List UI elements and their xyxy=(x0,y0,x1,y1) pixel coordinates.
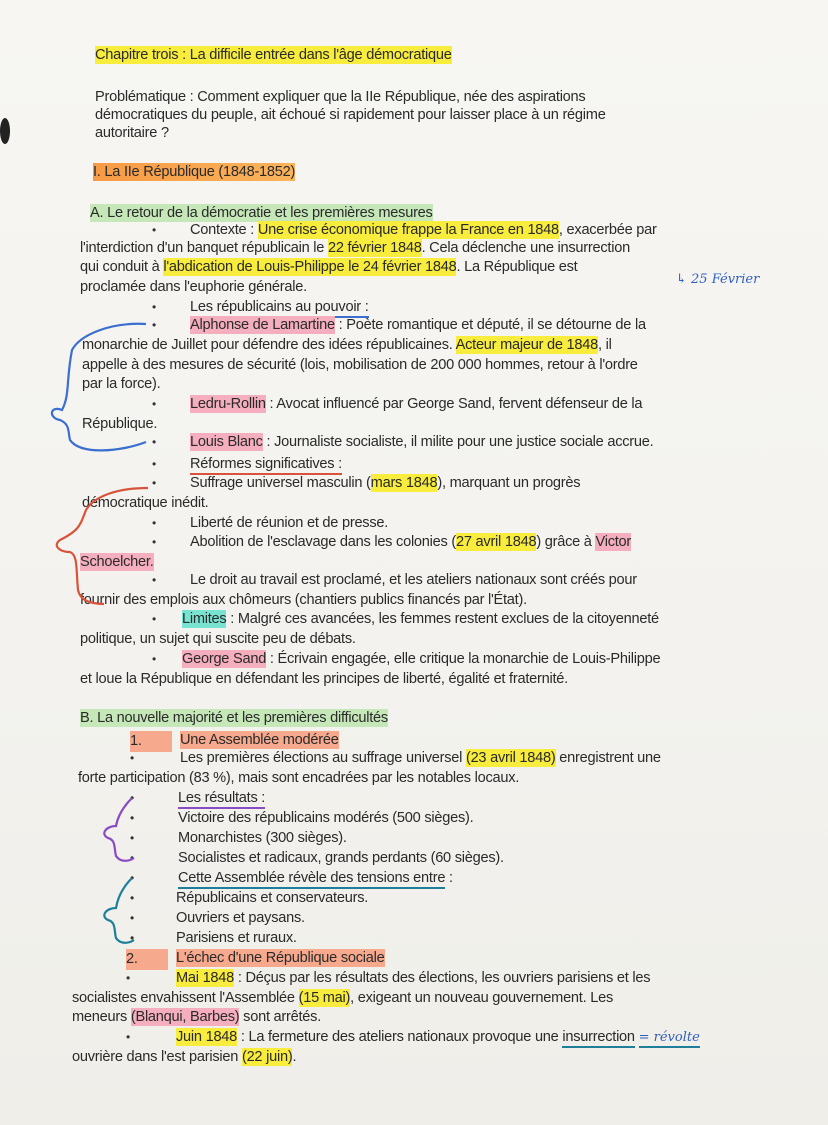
text-segment: l'interdiction d'un banquet républicain le xyxy=(80,240,328,256)
text-segment: démocratique inédit. xyxy=(82,495,209,511)
text-line xyxy=(72,989,613,1008)
highlighted-text: B. La nouvelle majorité et les premières difficultés xyxy=(80,710,388,726)
text-segment: fournir des emplois aux chômeurs (chantiers publics financés par l'État). xyxy=(80,592,527,608)
text-line xyxy=(80,258,578,277)
text-line xyxy=(78,769,519,788)
section-number: 1. xyxy=(130,731,172,752)
text-line xyxy=(176,1028,700,1047)
highlighted-text: Alphonse de Lamartine xyxy=(190,317,335,333)
text-segment: et loue la République en défendant les principes de liberté, égalité et fraternité. xyxy=(80,671,568,687)
text-segment: politique, un sujet qui suscite peu de débats. xyxy=(80,631,356,647)
text-segment: Socialistes et radicaux, grands perdants (60 sièges). xyxy=(178,850,504,866)
bullet-icon: • xyxy=(152,476,157,490)
text-line xyxy=(82,375,160,394)
text-segment: autoritaire ? xyxy=(95,125,169,141)
highlighted-text: George Sand xyxy=(182,651,267,667)
text-line xyxy=(176,969,650,988)
underlined-text: Les républicains au pouvoir : xyxy=(190,298,369,318)
text-line xyxy=(80,239,630,258)
bullet-icon: • xyxy=(130,791,135,805)
highlighted-text: mars 1848 xyxy=(370,475,438,491)
text-segment: socialistes envahissent l'Assemblée xyxy=(72,990,299,1006)
highlighted-text: Chapitre trois : La difficile entrée dans l'âge démocratique xyxy=(95,47,452,63)
bullet-icon: • xyxy=(130,871,135,885)
text-segment: sont arrêtés. xyxy=(239,1009,322,1025)
text-line xyxy=(82,415,157,434)
text-line xyxy=(178,849,504,868)
text-line xyxy=(80,278,307,297)
text-segment: : Poète romantique et député, il se détourne de la xyxy=(334,317,646,333)
bullet-icon: • xyxy=(152,573,157,587)
text-segment: : xyxy=(445,870,453,886)
bullet-icon: • xyxy=(152,435,157,449)
highlighted-text: Victor xyxy=(595,534,632,550)
text-segment: démocratiques du peuple, ait échoué si rapidement pour laisser place à un régime xyxy=(95,107,606,123)
bullet-icon: • xyxy=(130,811,135,825)
text-segment: qui conduit à xyxy=(80,259,164,275)
highlighted-text: I. La IIe République (1848-1852) xyxy=(93,164,296,180)
text-line xyxy=(72,1008,321,1027)
text-line xyxy=(80,591,527,610)
highlighted-text: Une crise économique frappe la France en 1848 xyxy=(257,222,559,238)
highlighted-text: (Blanqui, Barbes) xyxy=(130,1009,240,1025)
text-line xyxy=(176,949,385,968)
bullet-icon: • xyxy=(152,397,157,411)
text-segment: ), marquant un progrès xyxy=(437,475,581,491)
bullet-icon: • xyxy=(152,318,157,332)
text-line xyxy=(190,474,580,493)
text-segment: forte participation (83 %), mais sont encadrées par les notables locaux. xyxy=(78,770,520,786)
text-segment: enregistrent une xyxy=(555,750,661,766)
text-line xyxy=(95,124,169,143)
text-line xyxy=(80,670,568,689)
text-line xyxy=(95,88,585,107)
text-line xyxy=(95,46,452,65)
highlighted-text: (22 juin) xyxy=(241,1049,293,1065)
text-segment: Suffrage universel masculin ( xyxy=(190,475,371,491)
highlighted-text: l'abdication de Louis-Philippe le 24 février 1848 xyxy=(163,259,457,275)
text-segment: meneurs xyxy=(72,1009,131,1025)
text-line xyxy=(93,163,295,182)
underlined-text: Les résultats : xyxy=(178,789,265,809)
text-segment: Les premières élections au suffrage universel xyxy=(180,750,466,766)
underlined-text: Réformes significatives : xyxy=(190,455,342,475)
text-segment: appelle à des mesures de sécurité (lois, mobilisation de 200 000 hommes, retour à l'ordre xyxy=(82,357,638,373)
text-segment: . xyxy=(292,1049,297,1065)
underlined-text: Cette Assemblée révèle des tensions entre xyxy=(178,869,445,889)
bullet-icon: • xyxy=(152,612,157,626)
text-segment: : Malgré ces avancées, les femmes restent exclues de la citoyenneté xyxy=(226,611,659,627)
text-segment: , exacerbée par xyxy=(558,222,657,238)
bullet-icon: • xyxy=(152,535,157,549)
section-number: 2. xyxy=(126,949,168,970)
text-line xyxy=(82,356,638,375)
text-line xyxy=(176,929,297,948)
highlighted-text: A. Le retour de la démocratie et les premières mesures xyxy=(90,205,433,221)
bullet-icon: • xyxy=(130,751,135,765)
handwritten-date-note: ↳ 25 Février xyxy=(676,272,760,287)
text-line xyxy=(80,709,388,728)
text-segment: : Avocat influencé par George Sand, fervent défenseur de la xyxy=(265,396,643,412)
bullet-icon: • xyxy=(126,971,131,985)
text-line xyxy=(176,909,305,928)
text-segment: . Cela déclenche une insurrection xyxy=(421,240,630,256)
text-segment: par la force). xyxy=(82,376,161,392)
text-segment: monarchie de Juillet pour défendre des idées républicaines. xyxy=(82,337,456,353)
text-line xyxy=(190,533,631,552)
text-line xyxy=(95,106,606,125)
highlighted-text: Mai 1848 xyxy=(176,970,235,986)
text-line xyxy=(178,829,347,848)
text-segment: ) grâce à xyxy=(536,534,596,550)
text-line xyxy=(190,316,646,335)
binder-hole xyxy=(0,118,10,144)
highlighted-text: Ledru-Rollin xyxy=(190,396,266,412)
text-segment: , il xyxy=(598,337,612,353)
bullet-icon: • xyxy=(152,457,157,471)
text-line xyxy=(182,650,660,669)
bullet-icon: • xyxy=(152,300,157,314)
text-segment: proclamée dans l'euphorie générale. xyxy=(80,279,307,295)
highlighted-text: Schoelcher. xyxy=(80,554,154,570)
bullet-icon: • xyxy=(130,851,135,865)
highlighted-text: (15 mai) xyxy=(298,990,351,1006)
highlighted-text: (23 avril 1848) xyxy=(465,750,556,766)
highlighted-text: 27 avril 1848 xyxy=(456,534,537,550)
bullet-icon: • xyxy=(152,516,157,530)
bullet-icon: • xyxy=(130,891,135,905)
text-segment: : Journaliste socialiste, il milite pour une justice sociale accrue. xyxy=(262,434,654,450)
text-segment: République. xyxy=(82,416,158,432)
text-line xyxy=(190,455,342,474)
text-segment: . La République est xyxy=(456,259,578,275)
highlighted-text: Limites xyxy=(182,611,227,627)
text-line xyxy=(190,221,657,240)
highlighted-text: Une Assemblée modérée xyxy=(180,732,339,748)
text-line xyxy=(182,610,659,629)
text-segment: , exigeant un nouveau gouvernement. Les xyxy=(350,990,613,1006)
text-line xyxy=(190,433,653,452)
text-line xyxy=(178,809,473,828)
text-segment: ouvrière dans l'est parisien xyxy=(72,1049,242,1065)
text-line xyxy=(80,630,356,649)
text-line xyxy=(82,494,208,513)
bullet-icon: • xyxy=(130,911,135,925)
text-line xyxy=(190,514,388,533)
text-line xyxy=(180,749,661,768)
text-line xyxy=(180,731,339,750)
text-segment: Liberté de réunion et de presse. xyxy=(190,515,389,531)
text-line xyxy=(80,553,154,572)
text-segment: : Déçus par les résultats des élections, les ouvriers parisiens et les xyxy=(234,970,651,986)
text-line xyxy=(190,298,369,317)
text-segment: Abolition de l'esclavage dans les colonies ( xyxy=(190,534,456,550)
bullet-icon: • xyxy=(152,223,157,237)
text-line xyxy=(82,336,612,355)
highlighted-text: Juin 1848 xyxy=(176,1029,238,1045)
text-segment: Républicains et conservateurs. xyxy=(176,890,369,906)
highlighted-text: Acteur majeur de 1848 xyxy=(455,337,599,353)
bullet-icon: • xyxy=(126,1030,131,1044)
text-segment: Monarchistes (300 sièges). xyxy=(178,830,347,846)
text-line xyxy=(176,889,368,908)
bullet-icon: • xyxy=(152,652,157,666)
text-segment: : Écrivain engagée, elle critique la monarchie de Louis-Philippe xyxy=(266,651,661,667)
highlighted-text: 22 février 1848 xyxy=(327,240,422,256)
highlighted-text: Louis Blanc xyxy=(190,434,263,450)
text-line xyxy=(72,1048,296,1067)
bullet-icon: • xyxy=(130,931,135,945)
text-line xyxy=(190,571,637,590)
text-segment: Le droit au travail est proclamé, et les ateliers nationaux sont créés pour xyxy=(190,572,637,588)
text-segment: Victoire des républicains modérés (500 sièges). xyxy=(178,810,474,826)
text-segment: Problématique : Comment expliquer que la IIe République, née des aspirations xyxy=(95,89,586,105)
text-segment: : La fermeture des ateliers nationaux provoque une xyxy=(237,1029,563,1045)
bullet-icon: • xyxy=(130,831,135,845)
text-line xyxy=(178,789,265,808)
highlighted-text: L'échec d'une République sociale xyxy=(176,950,385,966)
text-segment: Parisiens et ruraux. xyxy=(176,930,297,946)
handwritten-note: = révolte xyxy=(639,1029,700,1048)
text-line xyxy=(178,869,453,888)
text-segment: Contexte : xyxy=(190,222,258,238)
text-line xyxy=(190,395,642,414)
text-segment: Ouvriers et paysans. xyxy=(176,910,305,926)
underlined-text: insurrection xyxy=(562,1028,634,1048)
